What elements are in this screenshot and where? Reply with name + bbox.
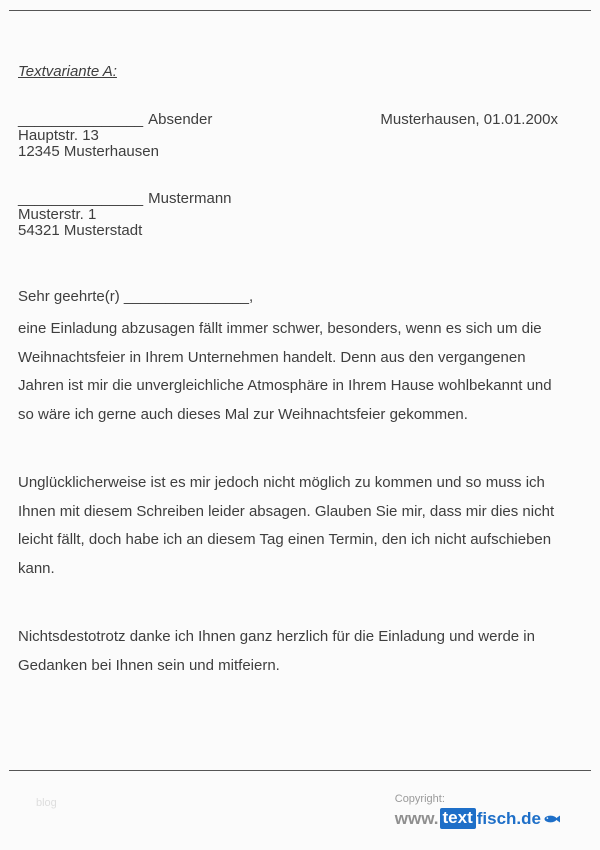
logo-text-box: text: [440, 808, 476, 829]
footer-right: [395, 793, 560, 829]
recipient-blank-line: _______________: [18, 190, 144, 207]
sender-blank-line: _______________: [18, 111, 144, 128]
sender-block: [18, 112, 558, 160]
letter-variant-title: Textvariante A:: [18, 63, 117, 80]
sender-date-row: [18, 112, 558, 128]
blog-link[interactable]: blog: [36, 797, 57, 809]
footer-divider: [9, 770, 591, 771]
sender-line: [18, 112, 212, 128]
letter-place-date: Musterhausen, 01.01.200x: [380, 111, 558, 128]
body-paragraph-1: eine Einladung abzusagen fällt immer schwer, besonders, wenn es sich um die Weihnachtsfeier in Ihrem Unternehmen handelt. Denn aus den vergangenen Jahren ist mir die unvergleichliche Atmosphäre in Ihrem Hause wohlbekannt und so wäre ich gerne auch dieses Mal zur Weihnachtsfeier gekommen.: [18, 320, 552, 423]
body-paragraph-2: Unglücklicherweise ist es mir jedoch nicht möglich zu kommen und so muss ich Ihnen mit diesem Schreiben leider absagen. Glauben Sie mir, dass mir dies nicht leicht fällt, doch habe ich an diesem Tag einen Termin, den ich nicht aufschieben kann.: [18, 474, 555, 577]
letter-document: [18, 11, 558, 680]
body-paragraph-3: Nichtsdestotrotz danke ich Ihnen ganz herzlich für die Einladung und werde in Gedanken bei Ihnen sein und mitfeiern.: [18, 628, 535, 674]
fish-icon: [544, 814, 560, 824]
recipient-block: [18, 191, 558, 239]
sender-label: Absender: [148, 111, 213, 128]
textfisch-logo[interactable]: [395, 808, 560, 829]
logo-suffix: fisch.de: [476, 808, 541, 828]
copyright-label: Copyright:: [394, 793, 445, 805]
recipient-street: Musterstr. 1: [18, 206, 97, 223]
sender-city: 12345 Musterhausen: [18, 143, 159, 160]
recipient-city: 54321 Musterstadt: [18, 222, 143, 239]
letter-body: [18, 315, 558, 680]
sender-street: Hauptstr. 13: [18, 127, 99, 144]
logo-www-prefix: www.: [394, 808, 439, 828]
recipient-label: Mustermann: [148, 190, 232, 207]
salutation: Sehr geehrte(r) _______________,: [18, 288, 254, 305]
recipient-line: [18, 191, 558, 207]
